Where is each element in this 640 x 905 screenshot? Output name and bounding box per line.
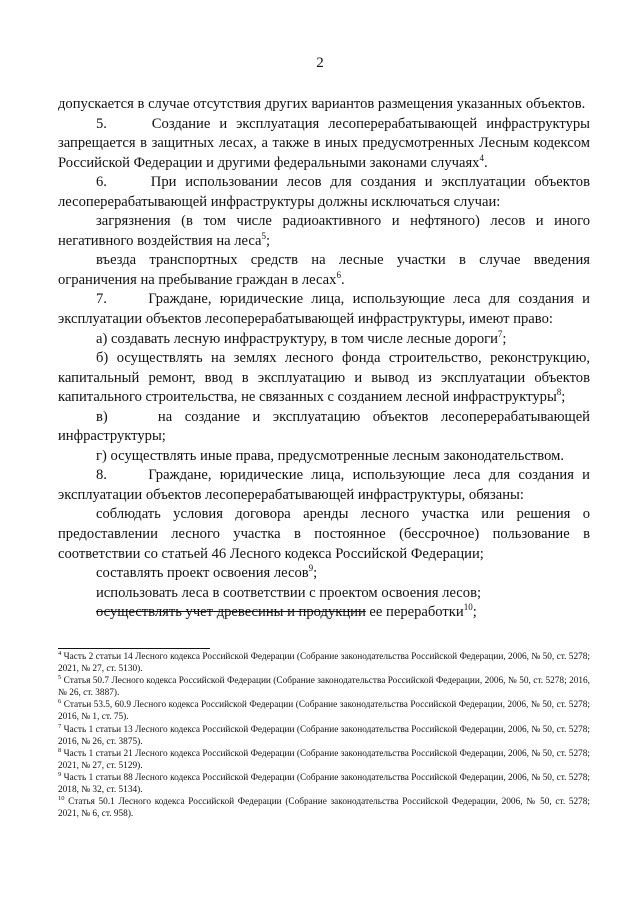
paragraph xyxy=(58,290,590,329)
paragraph-punctuation: ; xyxy=(561,389,566,406)
footnote-number: 5 xyxy=(58,674,62,682)
paragraph xyxy=(58,466,590,505)
footnotes xyxy=(58,651,590,820)
paragraph-text: г) осуществлять иные права, предусмотренные лесным законодательством. xyxy=(96,447,565,464)
paragraph-text: загрязнения (в том числе радиоактивного и нефтяного) лесов и иного негативного воздействия на леса xyxy=(58,213,590,249)
paragraph xyxy=(58,408,590,447)
footnote-ref: 6 xyxy=(336,270,341,281)
page-number: 2 xyxy=(316,55,324,71)
paragraph-text: б) осуществлять на землях лесного фонда строительство, реконструкцию, капитальный ремонт, ввод в эксплуатацию и вывод из эксплуатации объектов капитального строительства, не связанных с созданием лесной инфраструктуры xyxy=(58,350,590,406)
footnote-number: 9 xyxy=(58,770,62,778)
footnote-ref: 7 xyxy=(497,328,503,339)
paragraph-text: 5. Создание и эксплуатация лесоперерабатывающей инфраструктуры запрещается в защитных лесах, а также в иных предусмотренных Лесным кодексом Российской Федерации и другими федеральными законами случаях xyxy=(58,115,590,171)
paragraph xyxy=(58,564,590,584)
paragraph-punctuation: . xyxy=(340,271,345,288)
footnote-text: Часть 1 статьи 13 Лесного кодекса Российской Федерации (Собрание законодательства Российской Федерации, 2006, № 50, ст. 5278; 2016, № 26, ст. 3875). xyxy=(58,724,590,747)
footnote-text: Статья 50.7 Лесного кодекса Российской Федерации (Собрание законодательства Российской Федерации, 2006, № 50, ст. 5278; 2016, № 26, ст. 3887). xyxy=(58,676,590,699)
paragraph-text: а) создавать лесную инфраструктуру, в том числе лесные дороги xyxy=(96,330,498,347)
paragraph xyxy=(58,212,590,251)
paragraph-text: ее переработки xyxy=(365,604,464,621)
footnote-number: 6 xyxy=(58,698,62,706)
paragraph-text: 8. Граждане, юридические лица, использующие леса для создания и эксплуатации объектов лесоперерабатывающей инфраструктуры, обязаны: xyxy=(58,467,590,503)
paragraph-text: 7. Граждане, юридические лица, использующие леса для создания и эксплуатации объектов лесоперерабатывающей инфраструктуры, имеют право: xyxy=(58,291,590,328)
paragraph-text: использовать леса в соответствии с проектом освоения лесов; xyxy=(96,584,482,601)
paragraph-text: въезда транспортных средств на лесные участки в случае введения ограничения на пребывание граждан в лесах xyxy=(58,252,590,288)
footnote-number: 4 xyxy=(58,649,62,657)
paragraph-punctuation: ; xyxy=(472,604,477,621)
footnote xyxy=(58,772,590,796)
footnote-ref: 4 xyxy=(479,152,484,163)
paragraph xyxy=(58,584,590,604)
footnote-number: 10 xyxy=(58,795,65,803)
paragraph-punctuation: ; xyxy=(266,232,271,249)
footnote xyxy=(58,724,590,748)
footnote-text: Часть 1 статьи 21 Лесного кодекса Российской Федерации (Собрание законодательства Российской Федерации, 2006, № 50, ст. 5278; 2021, № 27, ст. 5129). xyxy=(58,748,590,771)
body-text xyxy=(58,95,590,623)
footnote xyxy=(58,796,590,820)
paragraph xyxy=(58,349,590,408)
paragraph xyxy=(58,330,590,350)
footnote xyxy=(58,699,590,723)
footnote-number: 7 xyxy=(58,722,62,730)
footnote-ref: 9 xyxy=(308,563,314,574)
paragraph xyxy=(58,115,590,174)
footnote-number: 8 xyxy=(58,746,62,754)
footnote xyxy=(58,651,590,675)
footnote-ref: 5 xyxy=(261,230,267,241)
struck-text: осуществлять учет древесины и продукции xyxy=(96,604,366,621)
footnote xyxy=(58,748,590,772)
footnote-divider xyxy=(58,648,210,649)
paragraph xyxy=(58,95,590,115)
paragraph xyxy=(58,251,590,290)
paragraph-punctuation: ; xyxy=(313,565,318,582)
footnote-text: Часть 1 статьи 88 Лесного кодекса Российской Федерации (Собрание законодательства Российской Федерации, 2006, № 50, ст. 5278; 2018, № 32, ст. 5134). xyxy=(58,772,590,796)
footnote-text: Статья 50.1 Лесного кодекса Российской Федерации (Собрание законодательства Российской Федерации, 2006, № 50, ст. 5278; 2021, № 6, ст. 958). xyxy=(58,797,590,820)
paragraph-text: допускается в случае отсутствия других вариантов размещения указанных объектов. xyxy=(58,96,586,112)
paragraph-punctuation: ; xyxy=(502,330,507,347)
paragraph-text: 6. При использовании лесов для создания и эксплуатации объектов лесоперерабатывающей инфраструктуры должны исключаться случаи: xyxy=(58,174,590,210)
paragraph-text: соблюдать условия договора аренды лесного участка или решения о предоставлении лесного участка в постоянное (бессрочное) пользование в соответствии со статьей 46 Лесного кодекса Российской Федерации; xyxy=(58,506,590,562)
footnote-text: Часть 2 статьи 14 Лесного кодекса Российской Федерации (Собрание законодательства Российской Федерации, 2006, № 50, ст. 5278; 2021, № 27, ст. 5130). xyxy=(58,652,590,675)
footnote-text: Статьи 53.5, 60.9 Лесного кодекса Российской Федерации (Собрание законодательства Российской Федерации, 2006, № 50, ст. 5278; 2016, № 1, ст. 75). xyxy=(58,700,590,723)
paragraph xyxy=(58,505,590,564)
paragraph-text: в) на создание и эксплуатацию объектов лесоперерабатывающей инфраструктуры; xyxy=(58,408,590,445)
paragraph xyxy=(58,603,590,623)
footnote xyxy=(58,675,590,699)
paragraph-punctuation: . xyxy=(483,154,488,171)
footnote-ref: 10 xyxy=(463,602,473,613)
paragraph-text: составлять проект освоения лесов xyxy=(96,565,309,582)
paragraph xyxy=(58,173,590,212)
paragraph xyxy=(58,447,590,467)
footnote-ref: 8 xyxy=(556,387,562,398)
